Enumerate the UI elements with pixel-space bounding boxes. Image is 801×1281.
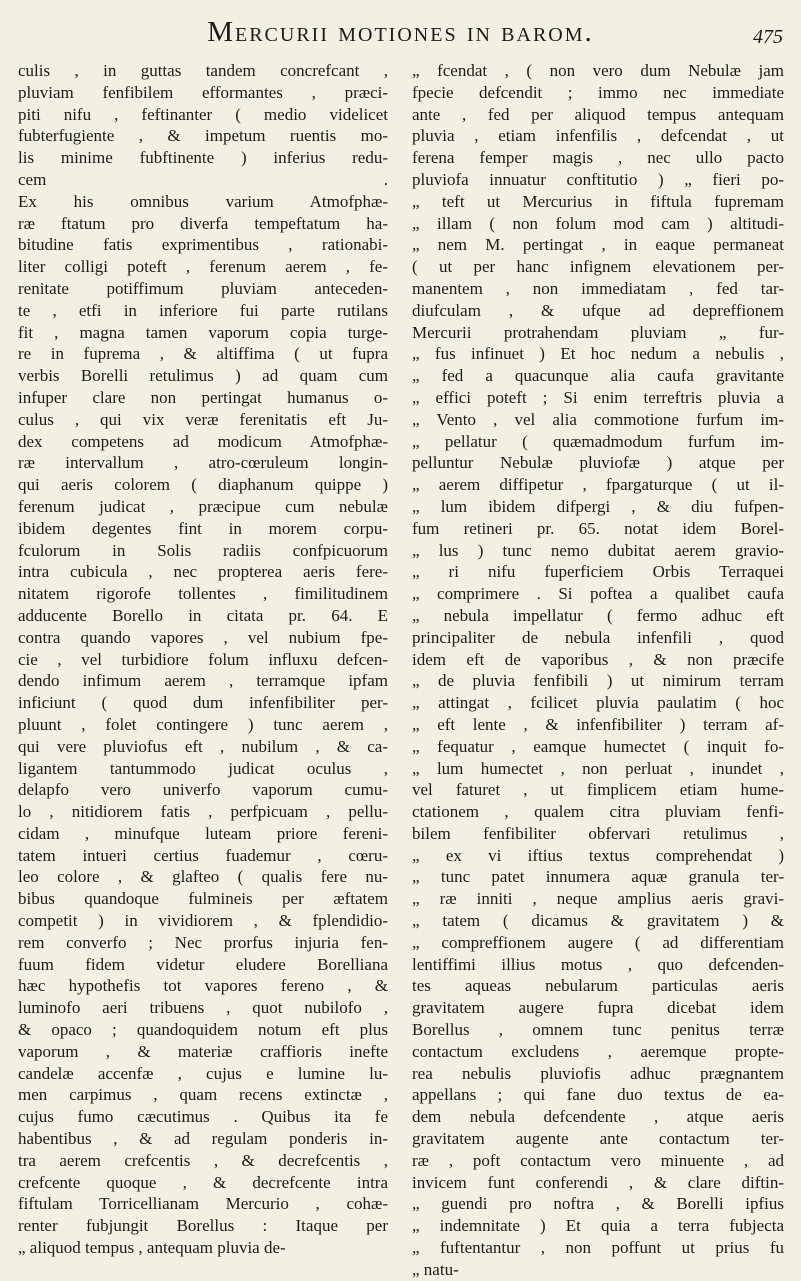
text-line: „ lum humectet , non perluat , inundet , xyxy=(412,758,784,778)
text-line: vel faturet , ut fimplicem etiam hume- xyxy=(412,780,784,800)
text-line: „ tatem ( dicamus & gravitatem ) & xyxy=(412,911,784,931)
text-line: „ eft lente , & infenfibiliter ) terram af- xyxy=(412,714,784,734)
text-line: Mercurii protrahendam pluviam „ fur- xyxy=(412,322,784,342)
text-line: ferena femper magis , nec ullo pacto xyxy=(412,148,784,168)
text-line: qui vere pluviofus eft , nubilum , & ca- xyxy=(18,736,388,756)
text-line: Borellus , omnem tunc penitus terræ xyxy=(412,1020,784,1040)
text-line: „ fcendat , ( non vero dum Nebulæ jam xyxy=(412,61,784,80)
text-line: „ guendi pro noftra , & Borelli ipfius xyxy=(412,1194,784,1214)
text-line: invicem funt conferendi , & clare diftin- xyxy=(412,1172,784,1192)
text-line: cem . xyxy=(18,169,388,189)
text-line: luminofo aeri tribuens , quot nubilofo , xyxy=(18,998,388,1018)
text-line: gravitatem augente ante contactum ter- xyxy=(412,1129,784,1149)
text-line: piti nifu , feftinanter ( medio videlicet xyxy=(18,104,388,124)
text-line: vaporum , & materiæ craffioris inefte xyxy=(18,1041,388,1061)
text-line: „ indemnitate ) Et quia a terra fubjecta xyxy=(412,1216,784,1236)
text-line: dem nebula defcendente , atque aeris xyxy=(412,1107,784,1127)
text-line: „ teft ut Mercurius in fiftula fupremam xyxy=(412,191,784,211)
text-line: pluviam fenfibilem efformantes , præci- xyxy=(18,82,388,102)
text-line: cie , vel turbidiore folum influxu defcen- xyxy=(18,649,388,669)
text-line: contra quando vapores , vel nubium fpe- xyxy=(18,627,388,647)
text-line: delapfo vero univerfo vaporum cumu- xyxy=(18,780,388,800)
text-line: „ ræ inniti , neque amplius aeris gravi- xyxy=(412,889,784,909)
right-text-column xyxy=(412,60,784,1281)
text-line: fpecie defcendit ; immo nec immediate xyxy=(412,82,784,102)
text-line: cujus fumo cæcutimus . Quibus ita fe xyxy=(18,1107,388,1127)
text-line: „ attingat , fcilicet pluvia paulatim ( hoc xyxy=(412,693,784,713)
text-line: verbis Borelli retulimus ) ad quam cum xyxy=(18,366,388,386)
text-line: „ ri nifu fuperficiem Orbis Terraquei xyxy=(412,562,784,582)
text-line: re in fuprema , & altiffima ( ut fupra xyxy=(18,344,388,364)
text-line: liter colligi poteft , ferenum aerem , fe- xyxy=(18,257,388,277)
text-line: cidam , minufque luteam priore fereni- xyxy=(18,823,388,843)
text-line: ligantem tantummodo judicat oculus , xyxy=(18,758,388,778)
text-line: ibidem degentes fint in morem corpu- xyxy=(18,518,388,538)
text-line: „ Vento , vel alia commotione furfum im- xyxy=(412,409,784,429)
text-line: ctationem , qualem citra pluviam fenfi- xyxy=(412,802,784,822)
text-line: fit , magna tamen vaporum copia turge- xyxy=(18,322,388,342)
text-line: culis , in guttas tandem concrefcant , xyxy=(18,61,388,80)
text-line: crefcente quoque , & decrefcente intra xyxy=(18,1172,388,1192)
text-line: „ de pluvia fenfibili ) ut nimirum terram xyxy=(412,671,784,691)
text-line: fubterfugiente , & impetum ruentis mo- xyxy=(18,126,388,146)
text-line: „ fus infinuet ) Et hoc nedum a nebulis , xyxy=(412,344,784,364)
text-line: candelæ accenfæ , cujus e lumine lu- xyxy=(18,1063,388,1083)
text-line: tatem intueri certius fuademur , cœru- xyxy=(18,845,388,865)
text-line: „ aerem diffipetur , fpargaturque ( ut il- xyxy=(412,475,784,495)
text-line: dendo infimum aerem , terramque ipfam xyxy=(18,671,388,691)
text-line: manentem , non immediatam , fed tar- xyxy=(412,278,784,298)
text-line: bitudine fatis exprimentibus , rationabi- xyxy=(18,235,388,255)
text-line: fculorum in Solis radiis confpicuorum xyxy=(18,540,388,560)
text-line: pluvia , etiam infenfilis , defcendat , ut xyxy=(412,126,784,146)
text-line: pluviofa innuatur conftitutio ) „ fieri po- xyxy=(412,169,784,189)
text-line: adducente Borello in citata pr. 64. E xyxy=(18,605,388,625)
text-line: renter fubjungit Borellus : Itaque per xyxy=(18,1216,388,1236)
text-line: renitate potiffimum pluviam anteceden- xyxy=(18,278,388,298)
text-line: pelluntur Nebulæ pluviofæ ) atque per xyxy=(412,453,784,473)
text-line: men carpimus , quam recens extinctæ , xyxy=(18,1085,388,1105)
text-line: fum retineri pr. 65. notat idem Borel- xyxy=(412,518,784,538)
text-line: infuper clare non pertingat humanus o- xyxy=(18,387,388,407)
left-text-column xyxy=(18,60,388,1259)
text-line: ante , fed per aliquod tempus antequam xyxy=(412,104,784,124)
text-line: ræ intervallum , atro-cœruleum longin- xyxy=(18,453,388,473)
text-line: qui aeris colorem ( diaphanum quippe ) xyxy=(18,475,388,495)
text-line: competit ) in vividiorem , & fplendidio- xyxy=(18,911,388,931)
text-line: „ aliquod tempus , antequam pluvia de- xyxy=(18,1238,286,1258)
text-line: contactum excludens , aeremque propte- xyxy=(412,1041,784,1061)
page-header xyxy=(0,14,801,58)
text-line: dex competens ad modicum Atmofphæ- xyxy=(18,431,388,451)
text-line: habentibus , & ad regulam ponderis in- xyxy=(18,1129,388,1149)
page-number: 475 xyxy=(753,26,783,48)
text-line: „ nebula impellatur ( fermo adhuc eft xyxy=(412,605,784,625)
text-line: tra aerem crefcentis , & decrefcentis , xyxy=(18,1150,388,1170)
text-line: „ tunc patet innumera aquæ granula ter- xyxy=(412,867,784,887)
text-line: „ fed a quacunque alia caufa gravitante xyxy=(412,366,784,386)
text-line: ( ut per hanc infignem elevationem per- xyxy=(412,257,784,277)
text-line: „ effici poteft ; Si enim terreftris pluvia a xyxy=(412,387,784,407)
text-line: ferenum judicat , præcipue cum nebulæ xyxy=(18,496,388,516)
text-line: & opaco ; quandoquidem notum eft plus xyxy=(18,1020,388,1040)
text-line: „ pellatur ( quæmadmodum furfum im- xyxy=(412,431,784,451)
text-line: „ fequatur , eamque humectet ( inquit fo- xyxy=(412,736,784,756)
text-line: diufculam , & ufque ad depreffionem xyxy=(412,300,784,320)
text-line: rea nebulis pluviofis adhuc prægnantem xyxy=(412,1063,784,1083)
text-line: hæc hypothefis tot vapores fereno , & xyxy=(18,976,388,996)
text-line: rem converfo ; Nec prorfus injuria fen- xyxy=(18,932,388,952)
text-line: inficiunt ( quod dum infenfibiliter per- xyxy=(18,693,388,713)
text-line: „ compreffionem augere ( ad differentiam xyxy=(412,932,784,952)
text-line: tes aqueas nebularum particulas aeris xyxy=(412,976,784,996)
text-line: lentiffimi illius motus , quo defcenden- xyxy=(412,954,784,974)
text-line: ræ , poft contactum vero minuente , ad xyxy=(412,1150,784,1170)
text-line: lo , nitidiorem fatis , perfpicuam , pellu- xyxy=(18,802,388,822)
text-line: leo colore , & glafteo ( qualis fere nu- xyxy=(18,867,388,887)
text-line: „ comprimere . Si poftea a qualibet caufa xyxy=(412,584,784,604)
text-line: „ natu- xyxy=(412,1259,459,1279)
text-line: fiftulam Torricellianam Mercurio , cohæ- xyxy=(18,1194,388,1214)
text-line: Ex his omnibus varium Atmofphæ- xyxy=(18,191,388,211)
text-line: „ illam ( non folum mod cam ) altitudi- xyxy=(412,213,784,233)
text-line: nitatem rigorofe tollentes , fimilitudinem xyxy=(18,584,388,604)
text-line: ræ ftatum pro diverfa tempeftatum ha- xyxy=(18,213,388,233)
text-line: fuum fidem videtur eludere Borelliana xyxy=(18,954,388,974)
text-line: bilem fenfibiliter obfervari retulimus , xyxy=(412,823,784,843)
text-line: idem eft de vaporibus , & non præcife xyxy=(412,649,784,669)
text-line: „ ex vi iftius textus comprehendat ) xyxy=(412,845,784,865)
text-line: „ nem M. pertingat , in eaque permaneat xyxy=(412,235,784,255)
text-line: intra cubicula , nec propterea aeris fere- xyxy=(18,562,388,582)
text-line: appellans ; qui fane duo textus de ea- xyxy=(412,1085,784,1105)
text-line: bibus quandoque fulmineis per æftatem xyxy=(18,889,388,909)
text-line: culus , qui vix veræ ferenitatis eft Ju- xyxy=(18,409,388,429)
text-line: „ fuftentantur , non poffunt ut prius fu xyxy=(412,1238,784,1258)
text-line: pluunt , folet contingere ) tunc aerem , xyxy=(18,714,388,734)
text-line: lis minime fubftinente ) inferius redu- xyxy=(18,148,388,168)
text-line: principaliter de nebula infenfili , quod xyxy=(412,627,784,647)
text-line: „ lus ) tunc nemo dubitat aerem gravio- xyxy=(412,540,784,560)
text-line: gravitatem augere fupra dicebat idem xyxy=(412,998,784,1018)
text-line: te , etfi in inferiore fui parte rutilans xyxy=(18,300,388,320)
running-title: Mercurii motiones in barom. xyxy=(207,16,594,48)
text-line: „ lum ibidem difpergi , & diu fufpen- xyxy=(412,496,784,516)
